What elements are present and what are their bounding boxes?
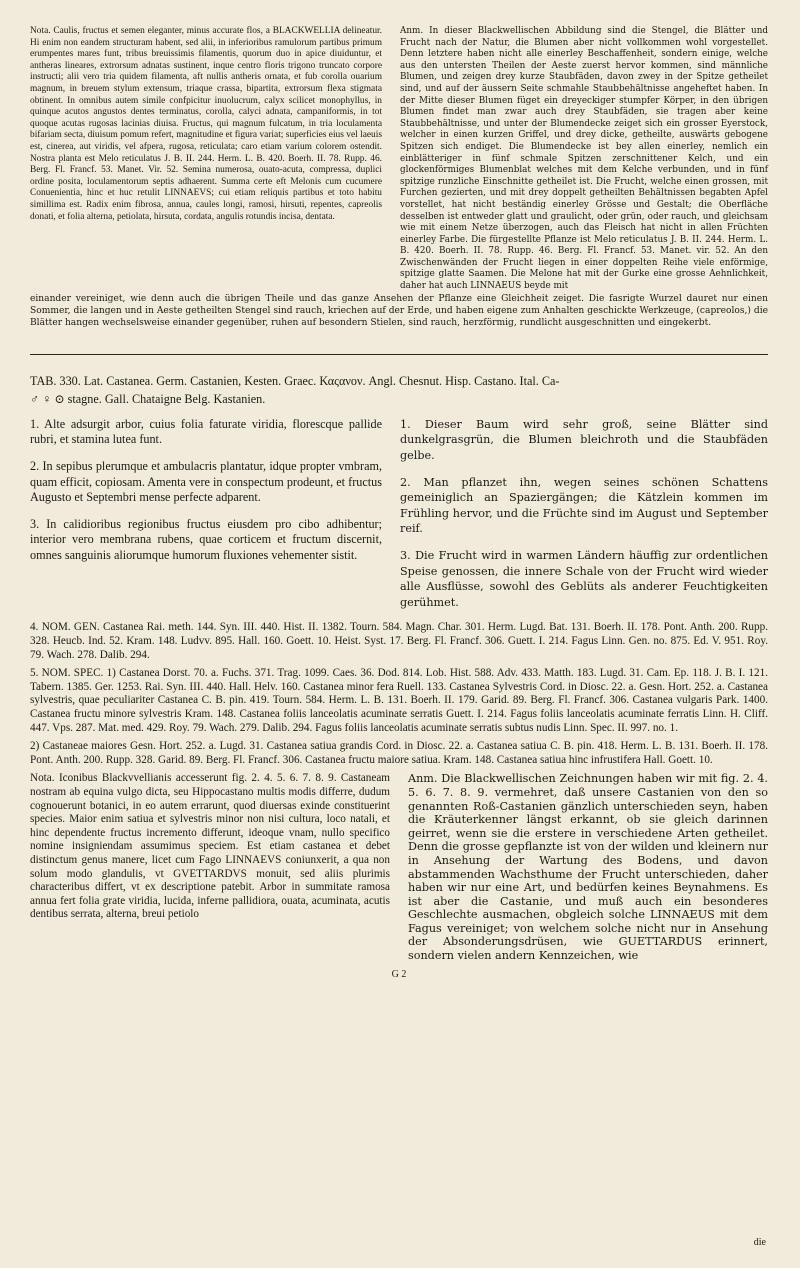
german-descriptions <box>400 417 768 622</box>
cultivated-names-paragraph: 2) Castaneae maiores Gesn. Hort. 252. a. Lugd. 31. Castanea satiua grandis Cord. in Diosc. 22. a. Castanea satiua C. B. pin. 418. Herm. L. B. 131. Boerh. II. 178. Pont. Anth. 200. Rupp. 328. Garid. 89. Berg. Fl. Francf. 306. Castanea fructu maiore satiua. Kram. 148. Castanea satiua hinc infrustifera Hall. Goett. 10. <box>30 740 768 766</box>
generic-names-paragraph: 4. NOM. GEN. Castanea Rai. meth. 144. Syn. III. 440. Hist. II. 1382. Tourn. 584. Magn. Char. 301. Herm. Lugd. Bat. 131. Boerh. II. 178. Pont. Anth. 200. Rupp. 328. Heucb. Ind. 52. Kram. 148. Ludvv. 895. Hall. 160. Goett. 10. Heist. Syst. 17. Berg. Fl. Francf. 306. Guett. I. 214. Fagus Linn. Gen. no. 875. Ed. V. 951. Roy. 79. Wach. 278. Dalib. 294. <box>30 621 768 661</box>
german-note-column <box>400 26 768 293</box>
german-item-1: 1. Dieser Baum wird sehr groß, seine Blätter sind dunkelgrasgrün, die Blumen bleichroth und die Staubfäden gelbe. <box>400 417 768 463</box>
specific-names-paragraph: 5. NOM. SPEC. 1) Castanea Dorst. 70. a. Fuchs. 371. Trag. 1099. Caes. 36. Dod. 814. Lob. Hist. 588. Adv. 433. Matth. 183. Lugd. 31. Cam. Ep. 118. J. B. I. 121. Tabern. 1385. Ger. 1253. Rai. Syn. III. 440. Hall. Helv. 160. Castanea minor fera Ruell. 133. Castanea Sylvestris Cord. in Diosc. 22. a. Gesn. Hort. 252. a. Castanea sylvestris, quae peculiariter Castanea C. B. pin. 419. Tourn. 584. Herm. L. B. 131. Boerh. II. 179. Garid. 89. Berg. Fl. Francf. 306. Castanea vulgaris Park. 1400. Castanea fructu minore sylvestris Kram. 148. Castanea foliis lanceolatis acuminate serratis Guett. I. 214. Fagus foliis lanceolatis acuminate ferratis Linn. H. Cliff. 447. Vps. 287. Mat. med. 429. Roy. 79. Wach. 279. Dalib. 294. Fagus foliis lanceolatis acuminate serratis subtus nudis Linn. Spec. II. 997. no. 1. <box>30 667 768 734</box>
signature-mark: G 2 <box>391 968 407 980</box>
german-bottom-note: Anm. Die Blackwellischen Zeichnungen haben wir mit fig. 2. 4. 5. 6. 7. 8. 9. vermehret, daß unsere Castanien von den so genannten Roß-Castanien gänzlich unterschieden seyn, haben die Kräuterkenner längst erkannt, ob sie gleich darinnen geirret, wenn sie die erstere in verschiedene Arten getheilet. Denn die grosse gepflanzte ist von der wilden und kleinern nur in Ansehung der Wartung des Bodens, und davon abstammenden Wachsthume der Frucht unterschieden, daher haben wir nur eine Art, und bedürfen keines Beynahmens. Es ist aber die Castanie, und muß auch ein besonderes Geschlechte ausmachen, obgleich solche LINNAEUS mit dem Fagus vereiniget; von welchem solche nicht nur in Ansehung der Absonderungsdrüsen, wie GUETTARDUS erinnert, sondern vielen andern Kennzeichen, wie <box>408 772 768 963</box>
german-item-2: 2. Man pflanzet ihn, wegen seines schönen Schattens gemeiniglich an Spaziergängen; die Kätzlein kommen im Frühling hervor, und die Früchte sind im August und September reif. <box>400 475 768 536</box>
section-divider <box>30 354 768 355</box>
plate-heading: TAB. 330. Lat. Castanea. Germ. Castanien, Kesten. Graec. Καςανον. Angl. Chesnut. Hisp. Castano. Ital. Ca- <box>30 373 560 388</box>
latin-item-3: 3. In calidioribus regionibus fructus eiusdem pro cibo adhibentur; interior vero membrana rubens, quae corticem et fructum discernit, omnes sanguinis aliorumque humorum fluxiones vehementer sistit. <box>30 516 382 563</box>
german-note-continuation: einander vereiniget, wie denn auch die übrigen Theile und das ganze Ansehen der Pflanze eine Gleichheit zeiget. Die fasrigte Wurzel dauret nur einen Sommer, die langen und in Aeste getheilten Stengel sind rauch, kriechen auf der Erde, und haben eigene zum Anhalten geschickte Werkzeuge, (capreolos,) die Blätter hangen wechselsweise einander gegenüber, ruhen auf besondern Stielen, sind rauch, herzförmig, rundlicht ausgeschnitten und eingekerbt. <box>30 293 768 329</box>
latin-item-2: 2. In sepibus plerumque et ambulacris plantatur, idque propter vmbram, quam efficit, copiosam. Amenta vere in conspectum prodeunt, et fructus Augusto et Septembri mense perfecte adparent. <box>30 459 382 505</box>
bottom-notes <box>30 772 768 962</box>
latin-note-column <box>30 26 382 293</box>
latin-descriptions <box>30 417 382 622</box>
top-notes <box>30 26 768 293</box>
plate-subheading: ♂ ♀ ⊙ stagne. Gall. Chataigne Belg. Kastanien. <box>30 391 266 406</box>
numbered-descriptions <box>30 417 768 622</box>
latin-note: Nota. Caulis, fructus et semen eleganter, minus accurate flos, a BLACKWELLIA delineatur. Hi enim non eandem structuram habent, sed alii, in inferioribus ramulorum partibus primum erumpentes mares funt, tribus breuissimis filamentis, quorum duo in apice diuiduntur, et antheras lineares, extrorsum adnatas sustinent, inque centro floris trigono truncato corpore instructi; alii vero tria quidem filamenta, aft nullis antheris ornata, et fub corolla ouarium magnum, in breuem stylum extensum, triaque crassa, bipartita, extrorsum flexa stigmata obtinent. In omnibus autem simile confpicitur inuolucrum, calyx scilicet monophyllus, in quinque acutos angustos dentes terminatus, corolla, calyci adnata, campaniformis, in tot quoque acutas rugosas lacinias diuisa. Fructus, qui magnum fulcatum, in tria loculamenta bifariam secta, diuisum pomum refert, magnitudine et figura variat; superficies eius vel laeuis est, cinerea, aut viridis, vel afpera, rugosa, reticulata; caro etiam varium colorem ostendit. Nostra planta est Melo reticulatus J. B. II. 244. Herm. L. B. 420. Boerh. II. 78. Rupp. 46. Berg. Fl. Francf. 53. Manet. Vir. 52. Semina numerosa, ouato-acuta, compressa, duplici ordine posita, loculamentorum septis adhaerent. Summa certe eft Melonis cum cucumere Conuenientia, hinc et huc retulit LINNAEVS; cui etiam reliquis partibus et toto habitu simillima est. Radix enim fibrosa, annua, caules longi, ramosi, hirsuti, repentes, capreolis donati, et folia alterna, petiolata, hirsuta, cordata, angulis rotundis incisa, dentata. <box>30 26 382 222</box>
german-note: Anm. In dieser Blackwellischen Abbildung sind die Stengel, die Blätter und Frucht nach der Natur, die Blumen aber nicht vollkommen wohl vorgestellet. Denn letztere haben nicht alle einerley Beschaffenheit, sondern einige, welche aus den untersten Theilen der Aeste zuerst hervor kommen, sind männliche Blumen, und zeigen drey kurze Staubfäden, davon zwey in der Spitze getheilet sind, und auf der äussern Seite schmahle Staubbehältnisse angeheftet haben. In der Mitte dieser Blumen füget ein dreyeckiger stumpfer Körper, in den übrigen Blumen findet man zwar auch drey Staubfäden, sie tragen aber keine Staubbehältnisse, und unter der Blumendecke zeiget sich ein grosser Eyerstock, welcher in einen kurzen Griffel, und drey dicke, getheilte, auswärts gebogene Spitzen sich endiget. Die Blumendecke ist bey allen einerley, nemlich ein einblätteriger in fünf schmale Spitzen zerschnittener Kelch, und ein glockenförmiges Blumenblat welches mit dem Kelche verbunden, und in fünf spitzige runzliche Einschnitte getheilet ist. Die Frucht, welche einen grossen, mit Furchen gezierten, und mit drey doppelt getheilten Behältnissen begabten Apfel vorstellet, hat nicht beständig einerley Grösse und Gestalt; die Oberfläche desselben ist entweder glatt und graulicht, oder grün, oder rauch, und gleichsam wie mit einem Netze überzogen, auch das Fleisch hat nicht in allen Früchten einerley Farbe. Die fürgestellte Pflanze ist Melo reticulatus J. B. II. 244. Herm. L. B. 420. Boerh. II. 78. Rupp. 46. Berg. Fl. Francf. 53. Manet. vir. 52. An den Zwischenwänden der Frucht liegen in einer doppelten Reihe viele enförmige, spitzige glatte Saamen. Die Melone hat mit der Gurke eine grosse Aehnlichkeit, daher hat auch LINNAEUS beyde mit <box>400 26 768 292</box>
catchword: die <box>753 1237 766 1248</box>
latin-bottom-note: Nota. Iconibus Blackvvellianis accesserunt fig. 2. 4. 5. 6. 7. 8. 9. Castaneam nostram ab equina vulgo dicta, seu Hippocastano multis modis differre, dudum cognouerunt botanici, in eo autem errarunt, quod diuersas exinde constituerint species. Maior enim satiua et sylvestris minor non nisi cultura, loco natali, et hinc dependente fructus incremento differunt, ideoque vnam, nullo specifico nomine insigniendam assumimus speciem. Est etiam castanea et debet distinctum genus manere, licet cum Fago LINNAEVS coniunxerit, a qua non solum modo glandulis, vt GVETTARDVS monuit, sed aliis plurimis characteribus differt, vt ex descriptione patebit. Arbor in summitate ramosa annua fert folia grate viridia, lucida, inferne pallidiora, ouata, acuminata, acutis dentibus serrata, alterna, breui petiolo <box>30 772 390 921</box>
latin-item-1: 1. Alte adsurgit arbor, cuius folia faturate viridia, florescque pallide rubri, et stamina lutea funt. <box>30 416 382 447</box>
german-item-3: 3. Die Frucht wird in warmen Ländern häuffig zur ordentlichen Speise genossen, die innere Schale von der Frucht wird wieder alle Ausflüsse, sowohl des Geblüts als anderer Feuchtigkeiten gerühmet. <box>400 549 768 609</box>
